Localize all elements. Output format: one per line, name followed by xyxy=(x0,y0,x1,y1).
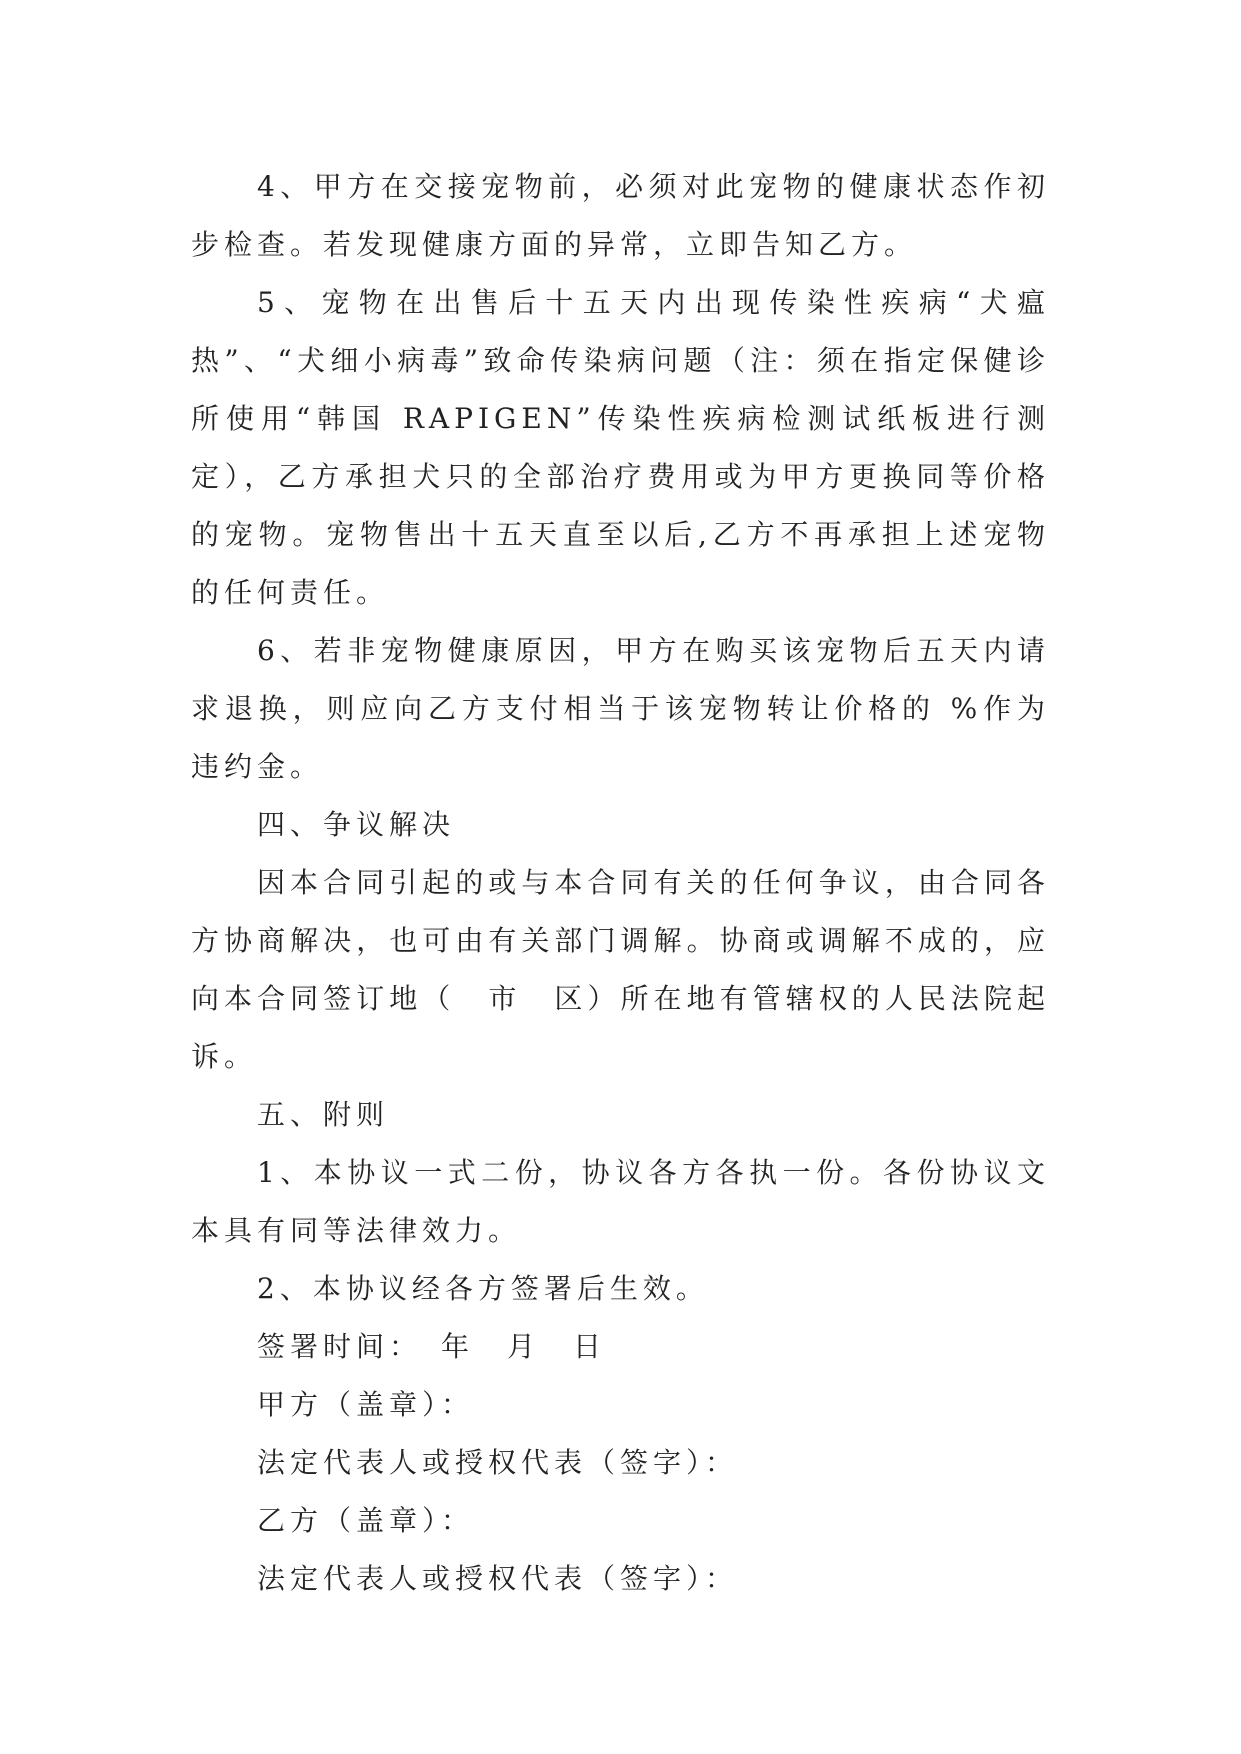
clause-5-paragraph: 5、宠物在出售后十五天内出现传染性疾病“犬瘟热”、“犬细小病毒”致命传染病问题（注：须在指定保健诊所使用“韩国 RAPIGEN”传染性疾病检测试纸板进行测定），乙方承担犬只的全部治疗费用或为甲方更换同等价格的宠物。宠物售出十五天直至以后,乙方不再承担上述宠物的任何责任。 xyxy=(191,286,1050,609)
signing-date-line: 签署时间： 年 月 日 xyxy=(257,1330,607,1363)
clause-4-paragraph: 4、甲方在交接宠物前，必须对此宠物的健康状态作初步检查。若发现健康方面的异常，立即告知乙方。 xyxy=(191,170,1050,261)
party-b-representative-line: 法定代表人或授权代表（签字）： xyxy=(257,1562,739,1595)
dispute-resolution-paragraph: 因本合同引起的或与本合同有关的任何争议，由合同各方协商解决，也可由有关部门调解。协商或调解不成的，应向本合同签订地（ 市 区）所在地有管辖权的人民法院起诉。 xyxy=(191,866,1050,1073)
clause-6-paragraph: 6、若非宠物健康原因，甲方在购买该宠物后五天内请求退换，则应向乙方支付相当于该宠物转让价格的 %作为违约金。 xyxy=(191,634,1050,783)
party-b-seal-line: 乙方（盖章）： xyxy=(257,1504,475,1537)
appendix-clause-1: 1、本协议一式二份，协议各方各执一份。各份协议文本具有同等法律效力。 xyxy=(191,1156,1050,1247)
section-heading-appendix: 五、附则 xyxy=(257,1098,390,1131)
party-a-seal-line: 甲方（盖章）： xyxy=(257,1388,475,1421)
appendix-clause-2: 2、本协议经各方签署后生效。 xyxy=(257,1272,709,1305)
section-heading-dispute: 四、争议解决 xyxy=(257,808,456,841)
party-a-representative-line: 法定代表人或授权代表（签字）： xyxy=(257,1446,739,1479)
document-body xyxy=(191,158,1050,1608)
